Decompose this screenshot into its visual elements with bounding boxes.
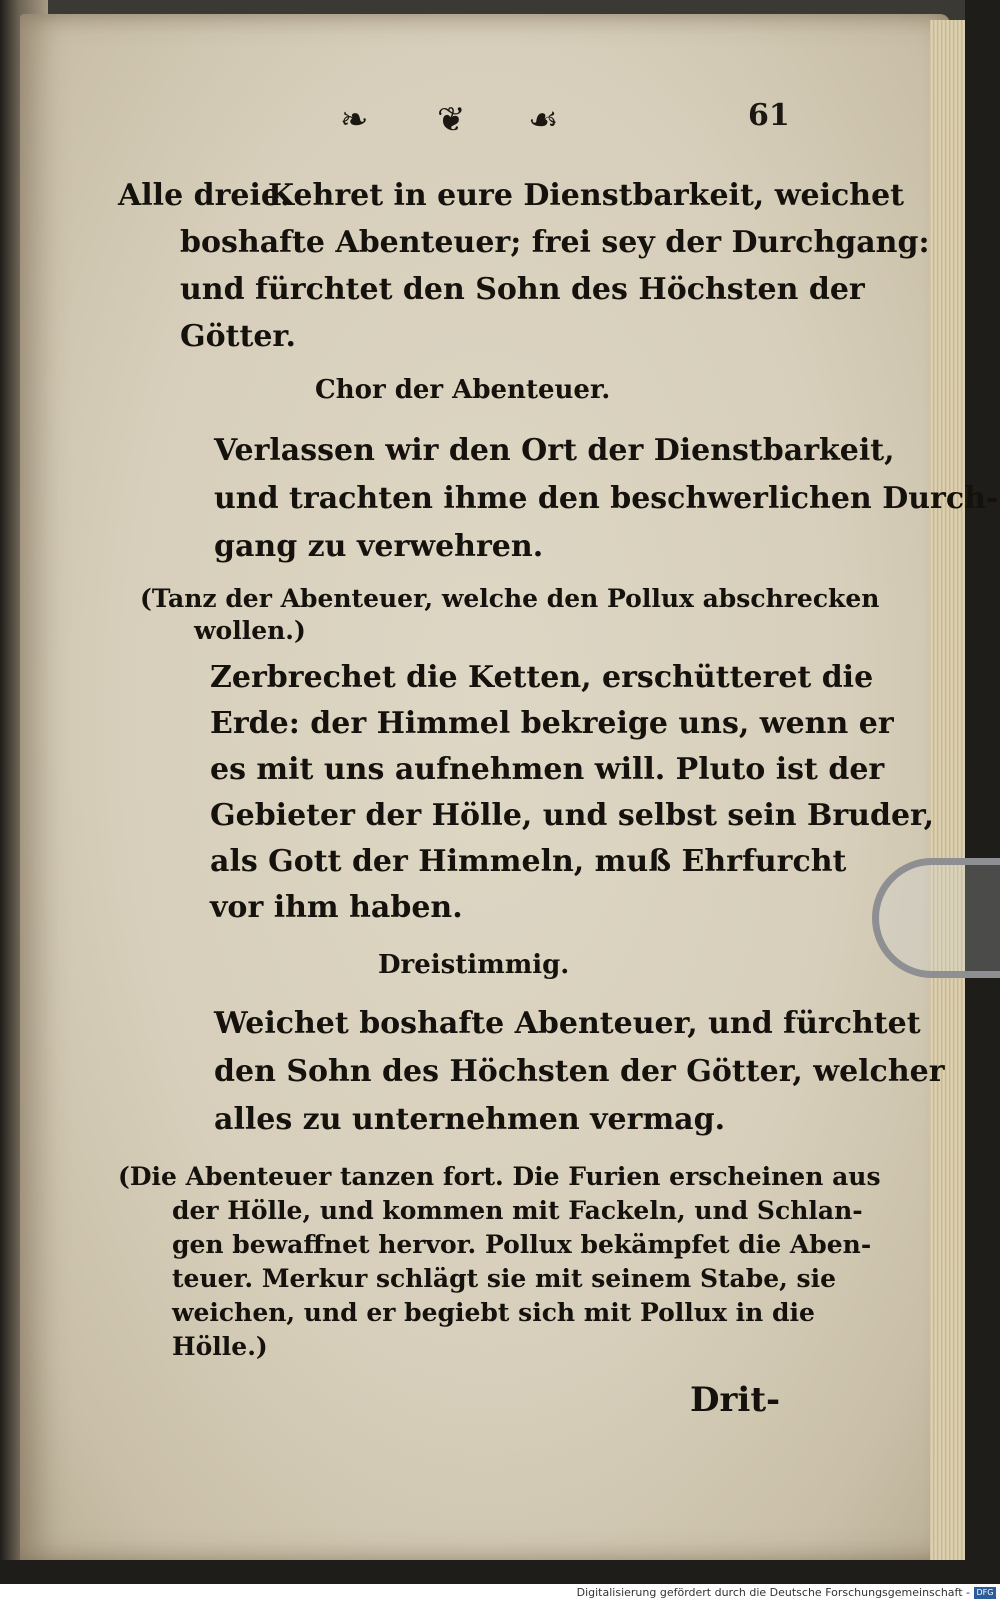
stage-direction-line: (Tanz der Abenteuer, welche den Pollux abschrecken [140, 584, 880, 613]
text-line: gang zu verwehren. [214, 529, 544, 564]
text-line: Götter. [180, 319, 296, 354]
catchword: Drit- [690, 1380, 781, 1420]
text-line: Erde: der Himmel bekreige uns, wenn er [210, 706, 894, 741]
page-stack-edge [930, 20, 967, 1560]
text-line: und trachten ihme den beschwerlichen Durch- [214, 481, 999, 516]
text-line: Weichet boshafte Abenteuer, und fürchtet [214, 1006, 921, 1041]
floral-ornament-icon: ❦ [437, 100, 466, 140]
text-line: und fürchtet den Sohn des Höchsten der [180, 272, 865, 307]
text-line: als Gott der Himmeln, muß Ehrfurcht [210, 844, 847, 879]
text-line: den Sohn des Höchsten der Götter, welcher [214, 1054, 945, 1089]
speaker-label: Alle dreie. [118, 178, 291, 213]
text-line: Gebieter der Hölle, und selbst sein Bruder, [210, 798, 935, 833]
stage-direction-line: Hölle.) [172, 1332, 268, 1361]
section-heading: Chor der Abenteuer. [315, 375, 611, 405]
stage-direction-line: der Hölle, und kommen mit Fackeln, und Schlan- [172, 1196, 863, 1225]
text-line: Zerbrechet die Ketten, erschütteret die [210, 660, 874, 695]
page-clip [872, 858, 1000, 978]
page-number: 61 [748, 98, 790, 133]
text-line: boshafte Abenteuer; frei sey der Durchgang: [180, 225, 930, 260]
text-line: alles zu unternehmen vermag. [214, 1102, 726, 1137]
scan-border-right [965, 0, 1000, 1603]
scan-border-bottom [0, 1560, 1000, 1584]
vine-ornament-icon: ☙ [528, 100, 559, 140]
text-line: Verlassen wir den Ort der Dienstbarkeit, [214, 433, 895, 468]
text-line: Kehret in eure Dienstbarkeit, weichet [268, 178, 905, 213]
stage-direction-line: (Die Abenteuer tanzen fort. Die Furien erscheinen aus [118, 1162, 881, 1191]
stage-direction-line: gen bewaffnet hervor. Pollux bekämpfet die Aben- [172, 1230, 872, 1259]
text-line: es mit uns aufnehmen will. Pluto ist der [210, 752, 885, 787]
text-line: vor ihm haben. [210, 890, 463, 925]
stage-direction-line: weichen, und er begiebt sich mit Pollux in die [172, 1298, 815, 1327]
digitization-credit: Digitalisierung gefördert durch die Deutsche Forschungsgemeinschaft - [576, 1586, 970, 1599]
dfg-logo: DFG [974, 1587, 996, 1599]
stage-direction-line: wollen.) [194, 616, 306, 645]
vine-ornament-icon: ❧ [340, 100, 369, 140]
section-heading: Dreistimmig. [378, 950, 570, 980]
stage-direction-line: teuer. Merkur schlägt sie mit seinem Stabe, sie [172, 1264, 837, 1293]
